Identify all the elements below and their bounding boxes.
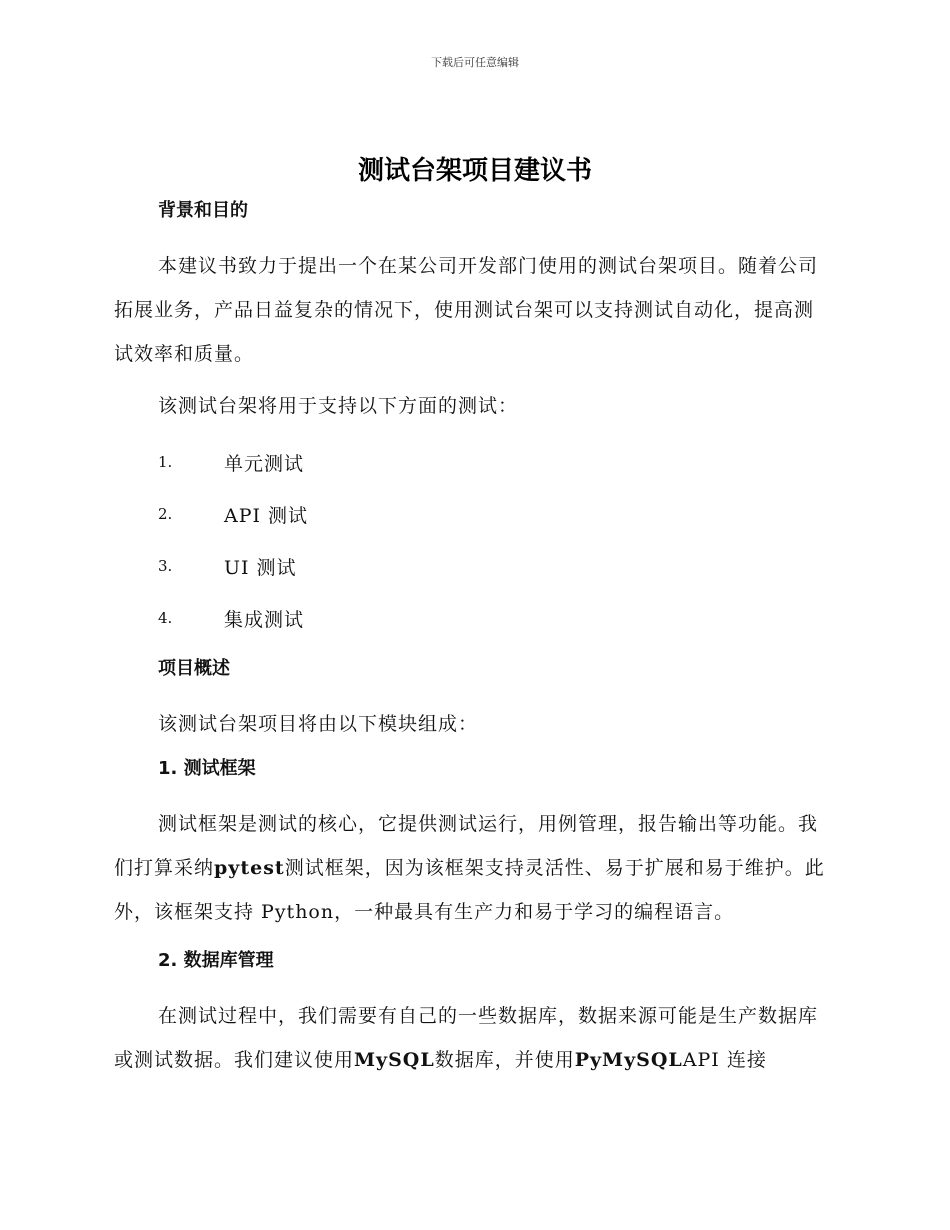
database-text-b: 数据库，并使用 — [434, 1049, 575, 1071]
paragraph-overview: 该测试台架项目将由以下模块组成： — [158, 713, 479, 735]
framework-name: pytest — [214, 857, 285, 879]
list-item — [114, 592, 830, 644]
framework-text-b: 测试框架，因为该框架支持灵活性、易于扩展和易于维护。此外，该框架支持 Python，一种最具有生产力和易于学习的编程语言。 — [114, 857, 825, 923]
heading-overview: 项目概述 — [158, 658, 230, 679]
list-number: 2. — [158, 505, 173, 523]
list-text: API 测试 — [224, 504, 309, 527]
database-name: MySQL — [354, 1049, 435, 1071]
list-text: UI 测试 — [224, 556, 297, 579]
framework-text-a: 测试框架是测试的核心，它提供测试运行，用例管理，报告输出等功能。我们打算采纳 — [114, 813, 819, 879]
heading-framework: 1. 测试框架 — [158, 758, 256, 779]
list-text: 集成测试 — [224, 608, 305, 631]
list-number: 4. — [158, 609, 173, 627]
paragraph-background-1: 本建议书致力于提出一个在某公司开发部门使用的测试台架项目。随着公司拓展业务，产品日益复杂的情况下，使用测试台架可以支持测试自动化，提高测试效率和质量。 — [114, 255, 819, 365]
header-note: 下载后可任意编辑 — [431, 56, 519, 69]
paragraph-database — [114, 994, 830, 1082]
list-item — [114, 436, 830, 488]
database-text-c: API 连接 — [682, 1049, 767, 1071]
paragraph-framework — [114, 802, 830, 934]
test-type-list — [114, 436, 830, 644]
list-number: 3. — [158, 557, 173, 575]
database-text-a: 在测试过程中，我们需要有自己的一些数据库，数据来源可能是生产数据库或测试数据。我们建议使用 — [114, 1005, 819, 1071]
list-text: 单元测试 — [224, 452, 305, 475]
list-item — [114, 540, 830, 592]
database-api-name: PyMySQL — [574, 1049, 683, 1071]
heading-database: 2. 数据库管理 — [158, 950, 274, 971]
list-number: 1. — [158, 453, 173, 471]
document-body — [114, 196, 830, 1082]
list-item — [114, 488, 830, 540]
paragraph-background-2: 该测试台架将用于支持以下方面的测试： — [158, 395, 519, 417]
document-title: 测试台架项目建议书 — [357, 156, 592, 186]
heading-background: 背景和目的 — [158, 200, 248, 221]
